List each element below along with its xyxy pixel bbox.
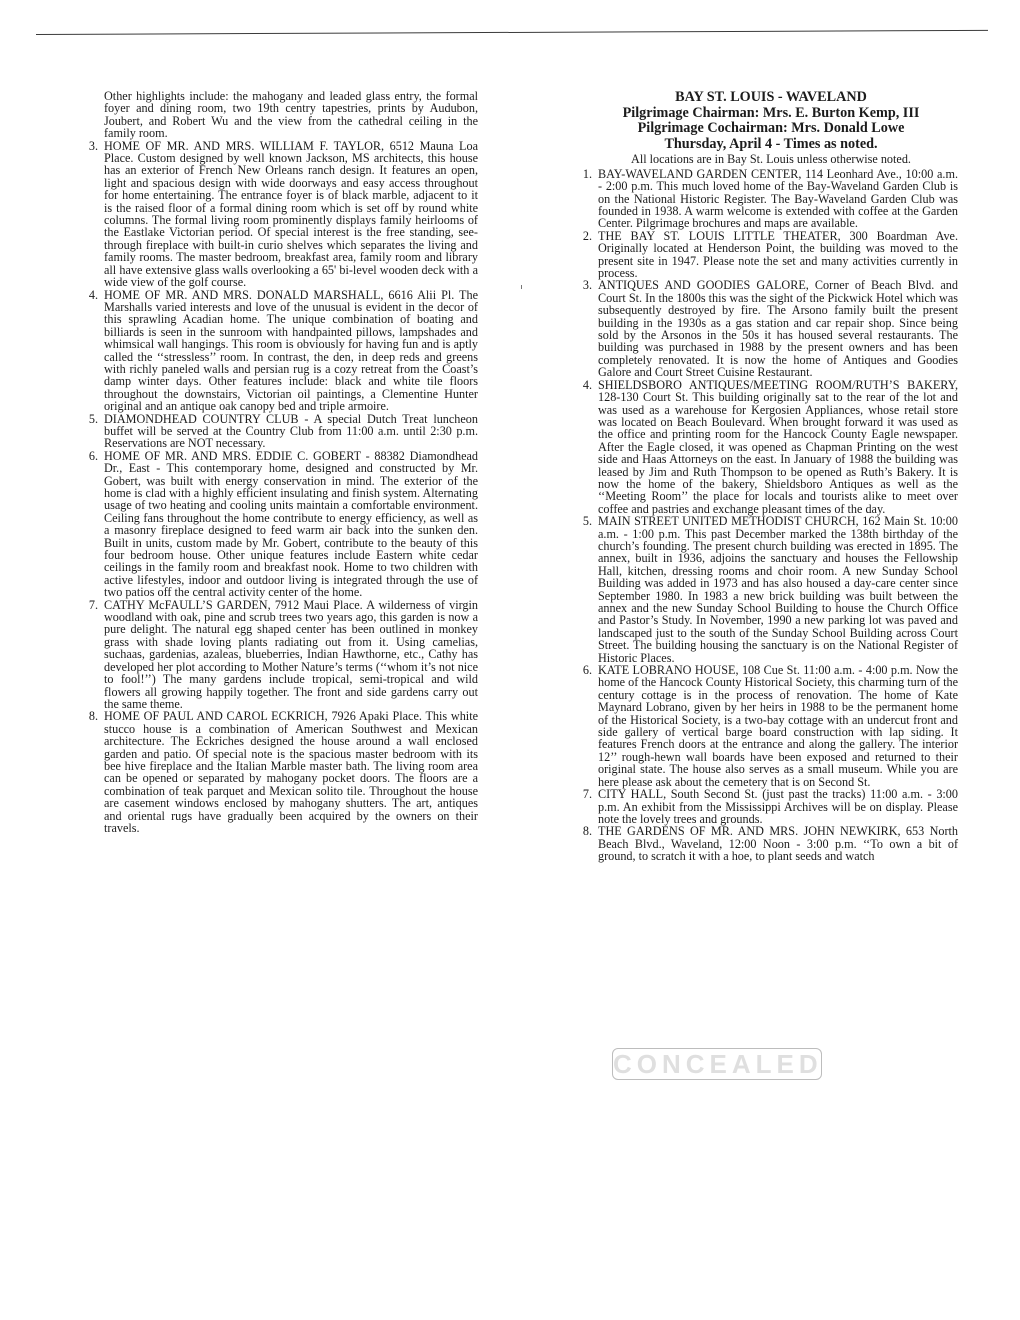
item-text: DIAMONDHEAD COUNTRY CLUB - A special Dutch Treat luncheon buffet will be served at the Country Club from 11:00 a.m. until 2:30 p.m. Reservations are NOT necessary. — [104, 411, 478, 451]
intro-paragraph: Other highlights include: the mahogany and leaded glass entry, the formal foyer and dining room, two 19th centry tapestries, prints by Audubon, Joubert, and Robert Wu and the view from the cathedral ceiling in the family room. — [104, 89, 478, 141]
list-item — [88, 448, 478, 600]
item-number: 5. — [582, 514, 592, 529]
list-item — [582, 278, 958, 380]
list-item — [88, 709, 478, 835]
item-text: ANTIQUES AND GOODIES GALORE, Corner of Beach Blvd. and Court St. In the 1800s this was the sight of the Pickwick Hotel which was subsequently destroyed by fire. The Arsono family built the present building in the 1930s as a gas station and car repair shop. Since being sold by the Arsonos in the 50s it has housed several restaurants. The building was purchased in 1988 by the present owners and has been completely renovated. It is now the home of Antiques and Goodies Galore and Court Street Cuisine Restaurant. — [598, 278, 958, 380]
list-item — [582, 663, 959, 789]
list-item — [582, 166, 958, 231]
item-text: HOME OF MR. AND MRS. WILLIAM F. TAYLOR, 6512 Mauna Loa Place. Custom designed by well known Jackson, MS architects, this house has an exterior of French New Orleans ranch design. It features an open, light and spacious design with wide doorways and easy access throughout for home entertaining. The entrance foyer is of black marble, adjacent to it is the raised floor of a formal dining room which is set off by round white columns. The formal living room prominently displays family heirlooms of the Eastlake Victorian period. Of special interest is the free standing, see-through fireplace with built-in curio shelves which separates the living and family rooms. The master bedroom, breakfast area, family room and library all have extensive glass walls overlooking a 65' bi-level wooden deck with a wide view of the golf course. — [104, 138, 478, 290]
heading-cochairman: Pilgrimage Cochairman: Mrs. Donald Lowe — [637, 120, 905, 137]
item-number: 5. — [88, 411, 98, 426]
list-item — [88, 138, 478, 290]
item-text: THE BAY ST. LOUIS LITTLE THEATER, 300 Boardman Ave. Originally located at Henderson Point, the building was moved to the present site in 1947. Please note the set and many activities currently in process. — [598, 228, 958, 281]
item-text: MAIN STREET UNITED METHODIST CHURCH, 162 Main St. 10:00 a.m. - 1:00 p.m. This past December marked the 138th birthday of the church’s founding. The present church building was erected in 1895. The annex, built in 1936, adjoins the sanctuary and houses the Fellowship Hall, kitchen, dressing rooms and choir room. A new Sunday School Building was added in 1973 and has also housed a day-care center since September 1980. In 1983 a new brick building was built between the annex and the new Sunday School Building to house the Church Office and Pastor’s Study. In November, 1990 a new parking lot was paved and landscaped just to the south of the Sunday School Building across Court Street. The building housing the sanctuary is on the National Register of Historic Places. — [598, 514, 958, 665]
item-number: 2. — [582, 228, 592, 243]
list-item — [582, 377, 958, 516]
item-text: THE GARDENS OF MR. AND MRS. JOHN NEWKIRK, 653 North Beach Blvd., Waveland, 12:00 Noon - 3:00 p.m. ‘‘To own a bit of ground, to scratch it with a hoe, to plant seeds and watch — [598, 824, 958, 864]
heading-title: BAY ST. LOUIS - WAVELAND — [675, 89, 867, 105]
list-item — [582, 824, 958, 864]
item-number: 3. — [88, 138, 98, 153]
section-heading — [584, 90, 958, 152]
left-column — [88, 89, 478, 835]
item-number: 3. — [582, 278, 592, 293]
item-number: 7. — [88, 597, 98, 612]
item-number: 6. — [582, 663, 592, 678]
location-note: All locations are in Bay St. Louis unless otherwise noted. — [631, 152, 911, 167]
item-text: CITY HALL, South Second St. (just past the tracks) 11:00 a.m. - 3:00 p.m. An exhibit from the Mississippi Archives will be on display. Please note the lovely trees and grounds. — [598, 787, 958, 826]
item-text: HOME OF MR. AND MRS. EDDIE C. GOBERT - 88382 Diamondhead Dr., East - This contemporary home, designed and constructed by Mr. Gobert, was built with energy conservation in mind. The exterior of the home is clad with a highly efficient insulating and finish system. Alternating usage of two heating and cooling units maintain a comfortable environment. Ceiling fans throughout the home contribute to energy efficiency, as well as a masonry fireplace designed to feed warm air back into the sunken den. Built in units, custom made by Mr. Gobert, contribute to the beauty of this four bedroom house. Other unique features include Eastern white cedar ceilings in the family room and breakfast nook. Home to two children with active lifestyles, indoor and outdoor living is integrated through the use of two patios off the central activity center of the home. — [104, 448, 478, 600]
item-number: 8. — [582, 824, 592, 839]
item-text: HOME OF PAUL AND CAROL ECKRICH, 7926 Apaki Place. This white stucco house is a combination of American Southwest and Mexican architecture. The Eckriches designed the house around a wall enclosed garden and patio. Of special note is the spacious master bedroom with its bee hive fireplace and the Italian Marble master bath. The living room area can be opened or separated by mahogany pocket doors. The floors are a combination of teak parquet and Mexican solito tile. Throughout the house are casement windows enclosed by mahogany shutters. The art, antiques and oriental rugs have gradually been acquired by the owners on their travels. — [104, 709, 478, 835]
item-number: 7. — [582, 787, 592, 802]
list-item — [582, 228, 958, 281]
item-number: 6. — [88, 448, 98, 463]
item-text: KATE LOBRANO HOUSE, 108 Cue St. 11:00 a.m. - 4:00 p.m. Now the home of the Hancock County Historical Society, this charming turn of the century cottage is in the process of renovation. The home of Kate Maynard Lobrano, given by her heirs in 1988 to be the permanent home of the Historical Society, is a two-bay cottage with an undercut front and side gallery of vertical barge board construction with lap siding. It features French doors at the entrance and along the gallery. The interior 12’’ rough-hewn wall boards have been exposed and returned to their original state. The house also serves as a small museum. While you are here please ask about the cemetery that is on Second St. — [598, 663, 959, 789]
item-number: 4. — [582, 377, 592, 392]
item-number: 8. — [88, 709, 98, 724]
list-item — [88, 597, 478, 711]
right-column — [582, 89, 959, 864]
item-number: 1. — [582, 166, 592, 181]
heading-chairman: Pilgrimage Chairman: Mrs. E. Burton Kemp, III — [622, 104, 920, 121]
heading-date: Thursday, April 4 - Times as noted. — [664, 135, 878, 152]
list-item — [88, 287, 478, 414]
gutter-mark — [521, 285, 522, 289]
item-number: 4. — [88, 287, 98, 302]
item-text: BAY-WAVELAND GARDEN CENTER, 114 Leonhard Ave., 10:00 a.m. - 2:00 p.m. This much loved home of the Bay-Waveland Garden Club is on the National Historic Register. The Bay-Waveland Garden Club was founded in 1938. A warm welcome is extended with coffee at the Garden Center. Pilgrimage brochures and maps are available. — [598, 166, 958, 231]
watermark-stamp: CONCEALED — [613, 1049, 823, 1079]
page-top-rule — [36, 30, 988, 35]
list-item — [88, 411, 478, 451]
list-item — [582, 514, 958, 665]
item-text: SHIELDSBORO ANTIQUES/MEETING ROOM/RUTH’S BAKERY, 128-130 Court St. This building originally sat to the rear of the lot and was used as a warehouse for Kergosien Appliances, whose retail store was located on Beach Boulevard. When brought forward it was used as the office and printing room for the Hancock County Eagle newspaper. After the Eagle closed, it was opened as Chapman Printing on the west side and Haas Attorneys on the east. In January of 1988 the building was leased by Jim and Ruth Thompson to be opened as Ruth’s Bakery. It is now the home of the bakery, Shieldsboro Antiques as well as the ‘‘Meeting Room’’ the place for locals and tourists alike to meet over coffee and pastries and exchange pleasant times of the day. — [598, 377, 958, 516]
list-item — [582, 787, 958, 826]
item-text: HOME OF MR. AND MRS. DONALD MARSHALL, 6616 Alii Pl. The Marshalls varied interests and love of the unusual is evident in the decor of this sprawling Acadian home. The unique combination of boating and billiards is seen in the sunroom with handpainted pillows, lampshades and whimsical wall hangings. This room is obviously for having fun and is aptly called the ‘‘stressless’’ room. In contrast, the den, in deep reds and greens with richly paneled walls and persian rug is a cozy retreat from the Coast’s damp winter days. Other features include: black and white tile floors throughout the downstairs, Victorian oil paintings, a Clementine Hunter original and an antique oak canopy bed and triple armoire. — [104, 287, 478, 414]
item-text: CATHY McFAULL’S GARDEN, 7912 Maui Place. A wilderness of virgin woodland with oak, pine and scrub trees two years ago, this garden is now a pure delight. The natural egg shaped center has been outlined in monkey grass with shade loving plants radiating out from it. Using camelias, suchaas, gardenias, azaleas, blueberries, Indian Hawthorne, etc., Cathy has developed her plot according to Mother Nature’s terms (‘‘whom it’s not nice to fool!’’) The many gardens include tropical, semi-tropical and wild flowers all growing happily together. The front and side gardens carry out the same theme. — [104, 597, 478, 711]
